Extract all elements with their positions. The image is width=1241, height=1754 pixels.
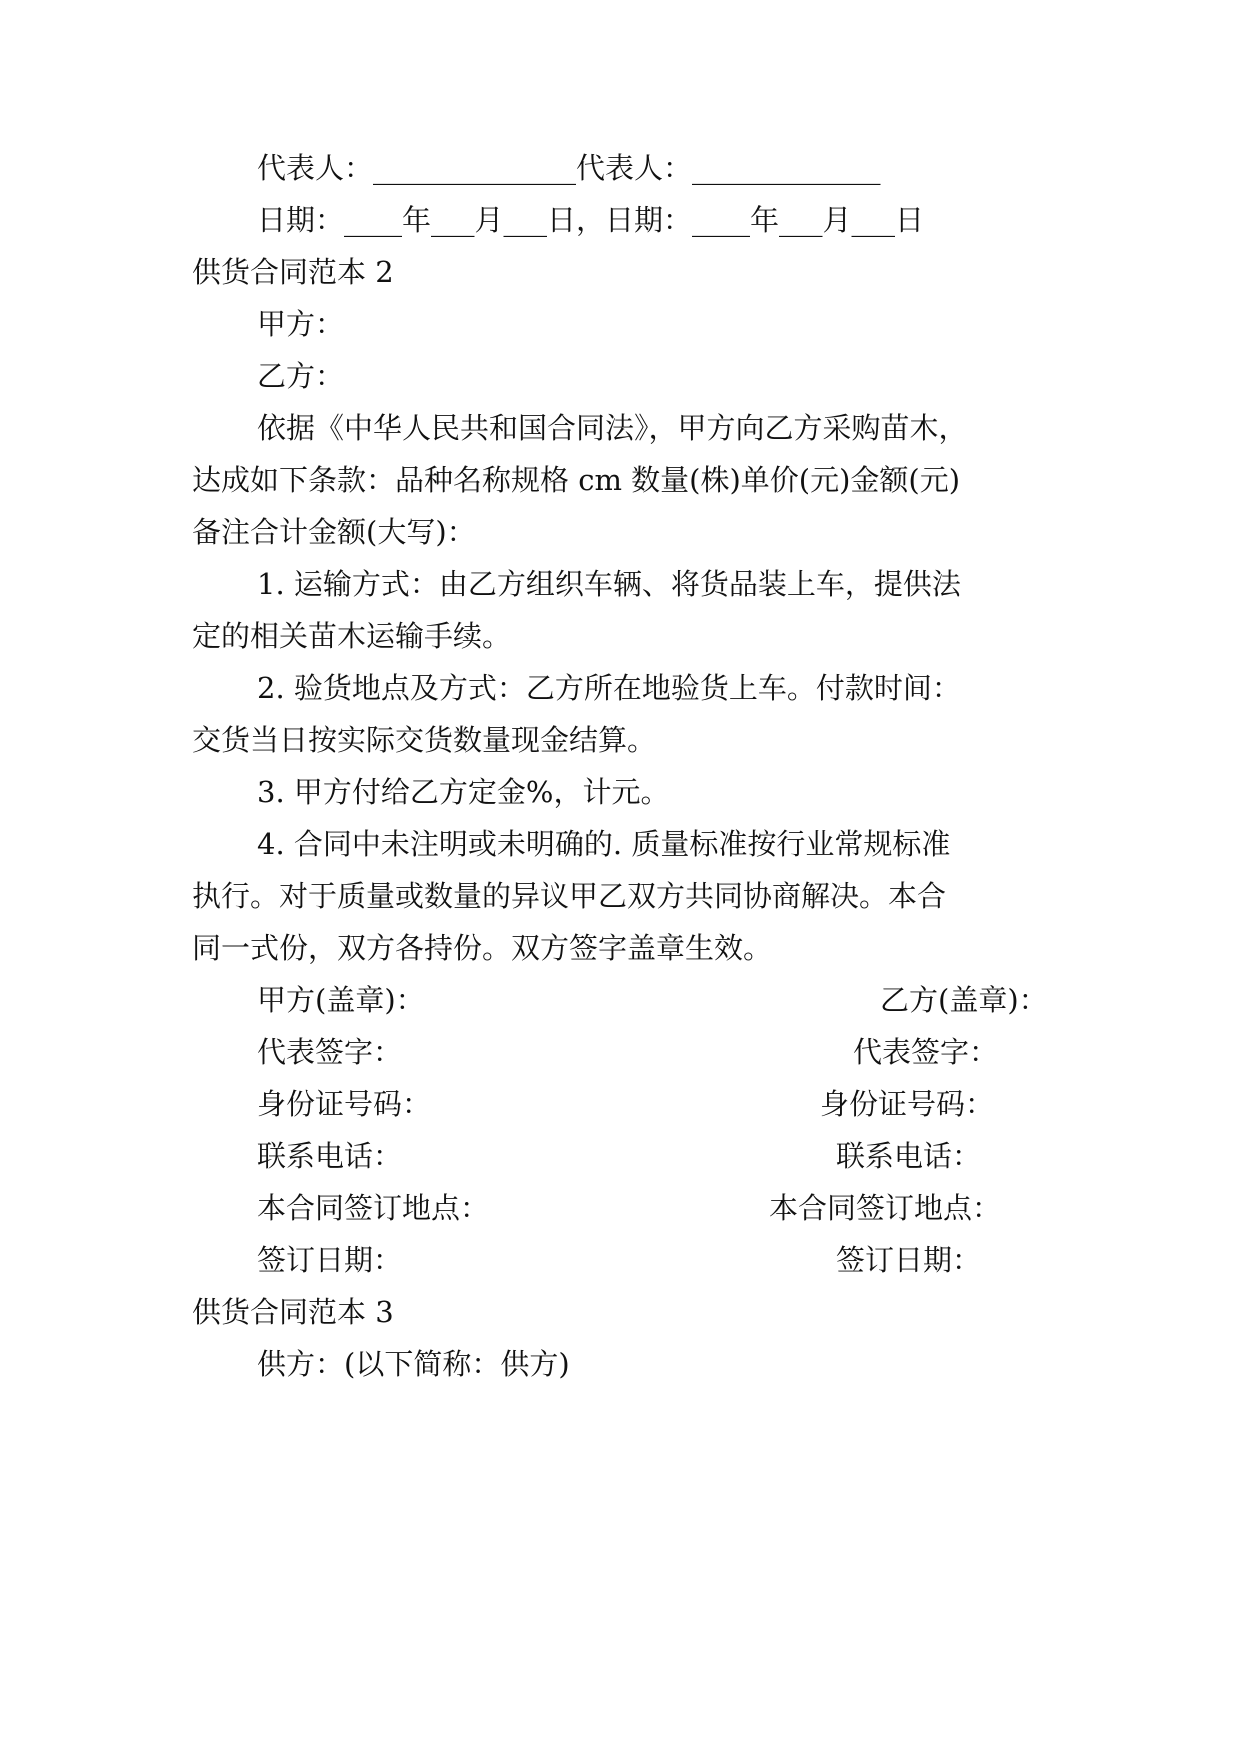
party-b-rep-signature-label: 代表签字： <box>853 1035 999 1069</box>
clause-1-line-1: 1. 运输方式：由乙方组织车辆、将货品装上车，提供法 <box>257 567 961 601</box>
party-b-seal-label: 乙方(盖章)： <box>880 983 1048 1017</box>
date-line: 日期：____年___月___日，日期：____年___月___日 <box>257 203 925 237</box>
section-title-3: 供货合同范本 3 <box>192 1295 394 1329</box>
intro-line-2: 达成如下条款：品种名称规格 cm 数量(株)单价(元)金额(元) <box>192 463 961 497</box>
clause-1-line-2: 定的相关苗木运输手续。 <box>192 619 512 653</box>
party-a-phone-label: 联系电话： <box>257 1139 403 1173</box>
representative-line: 代表人：______________代表人：_____________ <box>257 151 881 185</box>
clause-4-line-1: 4. 合同中未注明或未明确的. 质量标准按行业常规标准 <box>257 827 951 861</box>
party-b-label: 乙方： <box>257 359 345 393</box>
party-b-date-label: 签订日期： <box>836 1243 982 1277</box>
clause-4-line-2: 执行。对于质量或数量的异议甲乙双方共同协商解决。本合 <box>192 879 947 913</box>
intro-line-3: 备注合计金额(大写)： <box>192 515 476 549</box>
party-b-id-label: 身份证号码： <box>820 1087 995 1121</box>
party-b-phone-label: 联系电话： <box>836 1139 982 1173</box>
clause-3: 3. 甲方付给乙方定金%，计元。 <box>257 775 670 809</box>
supplier-label: 供方：(以下简称：供方) <box>257 1347 570 1381</box>
intro-line-1: 依据《中华人民共和国合同法》，甲方向乙方采购苗木， <box>257 411 968 445</box>
clause-2-line-2: 交货当日按实际交货数量现金结算。 <box>192 723 657 757</box>
party-a-label: 甲方： <box>257 307 345 341</box>
party-b-place-label: 本合同签订地点： <box>769 1191 1002 1225</box>
clause-2-line-1: 2. 验货地点及方式：乙方所在地验货上车。付款时间： <box>257 671 961 705</box>
party-a-date-label: 签订日期： <box>257 1243 403 1277</box>
party-a-id-label: 身份证号码： <box>257 1087 432 1121</box>
party-a-seal-label: 甲方(盖章)： <box>257 983 425 1017</box>
section-title-2: 供货合同范本 2 <box>192 255 394 289</box>
clause-4-line-3: 同一式份，双方各持份。双方签字盖章生效。 <box>192 931 773 965</box>
party-a-rep-signature-label: 代表签字： <box>257 1035 403 1069</box>
party-a-place-label: 本合同签订地点： <box>257 1191 490 1225</box>
